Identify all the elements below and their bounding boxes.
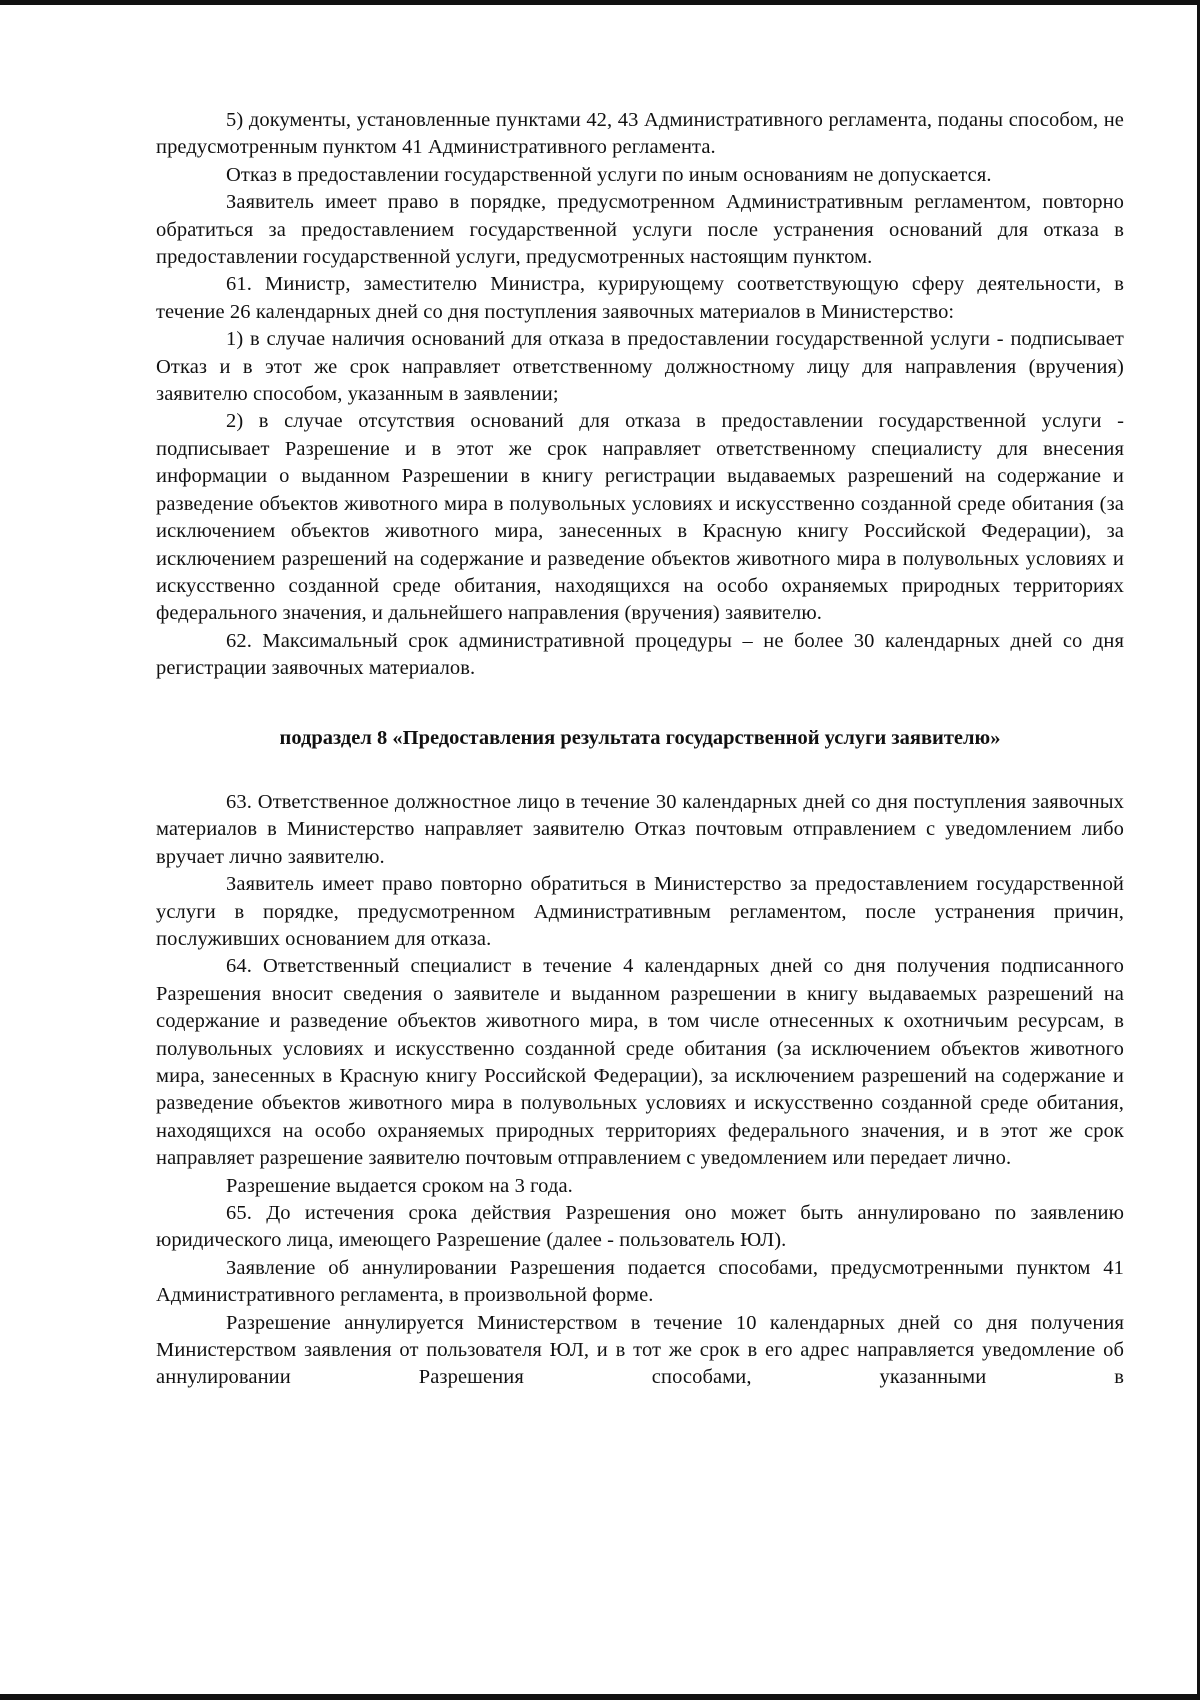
subsection-heading: подраздел 8 «Предоставления результата государственной услуги заявителю» (279, 726, 1001, 749)
paragraph-61: 61. Министр, заместителю Министра, курирующему соответствующую сферу деятельности, в течение 26 календарных дней со дня поступления заявочных материалов в Министерство: (156, 273, 1124, 323)
paragraph-permit-term: Разрешение выдается сроком на 3 года. (226, 1174, 573, 1197)
paragraph-refusal-not-allowed: Отказ в предоставлении государственной услуги по иным основаниям не допускается. (226, 163, 992, 186)
paragraph-reapply-right: Заявитель имеет право в порядке, предусмотренном Административным регламентом, повторно обратиться за предоставлением государственной услуги после устранения оснований для отказа в предоставлении государственной услуги, предусмотренных настоящим пунктом. (156, 191, 1124, 269)
paragraph-annulment-application: Заявление об аннулировании Разрешения подается способами, предусмотренными пунктом 41 Административного регламента, в произвольной форме. (156, 1256, 1124, 1307)
document-page (156, 107, 1124, 1392)
paragraph-64: 64. Ответственный специалист в течение 4 календарных дней со дня получения подписанного Разрешения вносит сведения о заявителе и выданном разрешении в книгу выдаваемых разрешений на содержание и разведение объектов животного мира, в том числе отнесенных к охотничьим ресурсам, в полувольных условиях и искусственно созданной среде обитания (за исключением объектов животного мира, занесенных в Красную книгу Российской Федерации), за исключением разрешений на содержание и разведение объектов животного мира в полувольных условиях и искусственно созданной среде обитания, находящихся на особо охраняемых природных территориях федерального значения, и в этот же срок направляет разрешение заявителю почтовым отправлением с уведомлением или передает лично. (156, 955, 1124, 1170)
paragraph-item-5-documents: 5) документы, установленные пунктами 42, 43 Административного регламента, поданы способом, не предусмотренным пунктом 41 Административного регламента. (156, 109, 1124, 159)
paragraph-annulment-process: Разрешение аннулируется Министерством в течение 10 календарных дней со дня получения Министерством заявления от пользователя ЮЛ, и в тот же срок в его адрес направляется уведомление об аннулировании Разрешения способами, указанными в (156, 1311, 1124, 1389)
paragraph-62: 62. Максимальный срок административной процедуры – не более 30 календарных дней со дня регистрации заявочных материалов. (156, 629, 1124, 680)
paragraph-61-item-2: 2) в случае отсутствия оснований для отказа в предоставлении государственной услуги - подписывает Разрешение и в этот же срок направляет ответственному специалисту для внесения информации о выданном Разрешении в книгу регистрации выдаваемых разрешений на содержание и разведение объектов животного мира в полувольных условиях и искусственно созданной среде обитания (за исключением объектов животного мира, занесенных в Красную книгу Российской Федерации), за исключением разрешений на содержание и разведение объектов животного мира в полувольных условиях и искусственно созданной среде обитания, находящихся на особо охраняемых природных территориях федерального значения, и дальнейшего направления (вручения) заявителю. (156, 410, 1124, 625)
paragraph-61-item-1: 1) в случае наличия оснований для отказа в предоставлении государственной услуги - подписывает Отказ и в этот же срок направляет ответственному должностному лицу для направления (вручения) заявителю способом, указанным в заявлении; (156, 328, 1124, 406)
scan-edge-top (0, 0, 1200, 5)
paragraph-reapply-ministry: Заявитель имеет право повторно обратиться в Министерство за предоставлением государственной услуги в порядке, предусмотренном Административным регламентом, после устранения причин, послуживших основанием для отказа. (156, 873, 1124, 950)
scan-edge-bottom (0, 1694, 1200, 1700)
paragraph-63: 63. Ответственное должностное лицо в течение 30 календарных дней со дня поступления заявочных материалов в Министерство направляет заявителю Отказ почтовым отправлением с уведомлением либо вручает лично заявителю. (156, 790, 1124, 868)
paragraph-65: 65. До истечения срока действия Разрешения оно может быть аннулировано по заявлению юридического лица, имеющего Разрешение (далее - пользователь ЮЛ). (156, 1202, 1124, 1252)
